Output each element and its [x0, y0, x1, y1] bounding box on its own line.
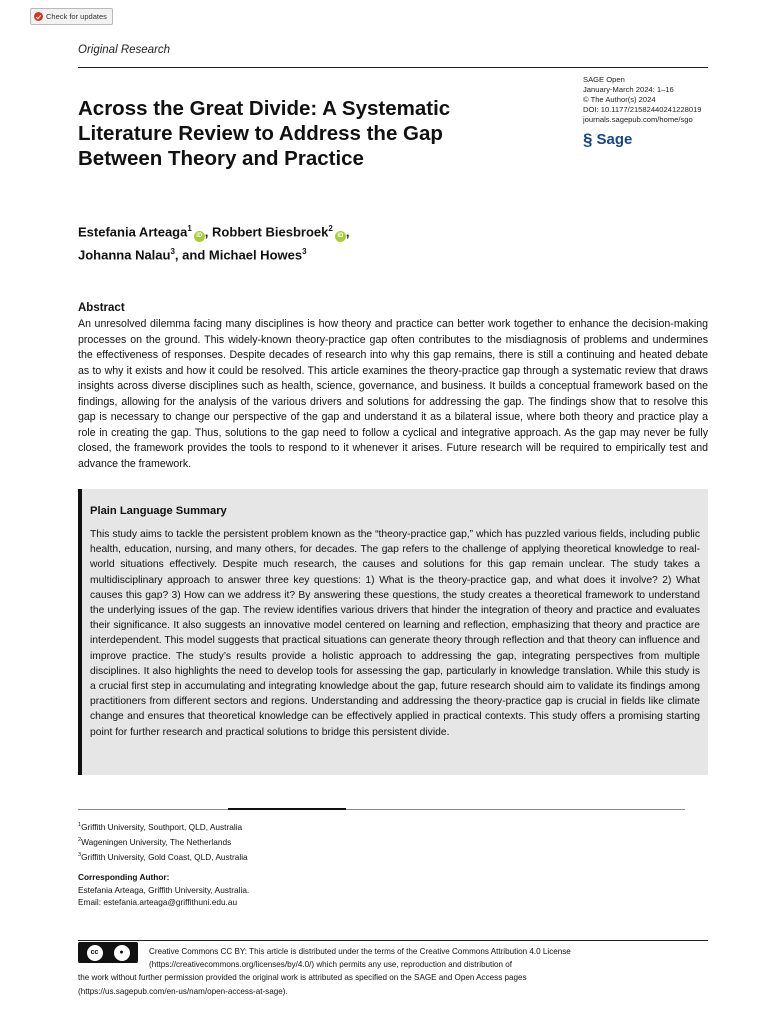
cc-icon: cc: [87, 945, 103, 961]
corresponding-author-name: Estefania Arteaga, Griffith University, Australia.: [78, 884, 250, 895]
affiliation-text: Griffith University, Southport, QLD, Australia: [81, 821, 243, 832]
author-name[interactable]: Johanna Nalau: [78, 247, 171, 263]
person-icon: ●: [114, 945, 130, 961]
author-affiliation-sup: 3: [170, 247, 175, 257]
author-affiliation-sup: 2: [328, 224, 333, 233]
affiliation-sup: 1: [78, 822, 82, 828]
author-separator: ,: [204, 224, 209, 240]
journal-issue: January-March 2024: 1–16: [583, 85, 674, 94]
footnote-divider: [78, 809, 685, 810]
author-name[interactable]: Estefania Arteaga: [78, 224, 188, 240]
journal-doi[interactable]: DOI: 10.1177/21582440241228019: [583, 105, 702, 114]
author-affiliation-sup: 1: [187, 224, 192, 233]
journal-info: [583, 75, 702, 125]
license-link-line[interactable]: (https://creativecommons.org/licenses/by/4.0/) which permits any use, reproduction and distribution of: [149, 960, 513, 970]
license-line: Creative Commons CC BY: This article is distributed under the terms of the Creative Commons Attribution 4.0 License: [149, 947, 571, 956]
corresponding-author-email[interactable]: Email: estefania.arteaga@griffithuni.edu.au: [78, 897, 238, 907]
license-link-line[interactable]: (https://us.sagepub.com/en-us/nam/open-access-at-sage).: [78, 986, 288, 996]
check-for-updates-label: Check for updates: [46, 12, 107, 21]
author-name[interactable]: Robbert Biesbroek: [212, 224, 329, 240]
sage-logo: [583, 131, 632, 148]
sage-s-icon: §: [583, 130, 593, 149]
author-name[interactable]: Michael Howes: [208, 247, 303, 263]
affiliation-item: [78, 834, 248, 849]
article-title: Across the Great Divide: A Systematic Literature Review to Address the Gap Between Theory and Practice: [78, 97, 451, 170]
affiliation-sup: 2: [78, 836, 82, 843]
affiliation-item: [78, 819, 248, 834]
license-divider: [78, 940, 708, 941]
orcid-icon[interactable]: iD: [194, 231, 205, 242]
header-divider: [78, 67, 708, 68]
affiliation-sup: 3: [78, 851, 82, 858]
author-list: [78, 219, 498, 266]
abstract-heading: Abstract: [78, 302, 125, 314]
license-line: the work without further permission provided the original work is attributed as specified on the SAGE and Open Access pages: [78, 973, 527, 983]
plain-language-summary-text: This study aims to tackle the persistent problem known as the “theory-practice gap,” which has puzzled various fields, including public health, education, nursing, and many others, for decades. The gap refers to the challenge of applying theoretical knowledge to real-world situations effectively. Despite much research, the causes and solutions for this gap remain unclear. The study takes a multidisciplinary approach to answer three key questions: 1) What is the theory-practice gap, and what does it involve? 2) What causes this gap? 3) How can we address it? By answering these questions, the study creates a theoretical framework to understand the underlying issues of the gap. The review identifies various drivers that hinder the integration of theory and practice and evaluates their significance. It also suggests an innovative model centered on learning and reflection, emphasizing that theory and practice are interdependent. This model suggests that practical situations can generate theory through reflection and that theory can influence and improve practice. The study’s results provide a holistic approach to addressing the gap, integrating perspectives from multiple disciplines. It also highlights the need to develop tools for assessing the gap, particularly in knowledge translation. While this study is a crucial first step in accumulating and integrating knowledge about the gap, future research should aim to validate its findings among practitioners from different sectors and regions. Understanding and addressing the theory-practice gap is crucial in fields like climate change and ensures that theoretical knowledge can be effectively applied in practical contexts. This study offers a promising starting point for further research and practical solutions to bridge this persistent divide.: [90, 529, 700, 738]
check-for-updates-button[interactable]: [30, 8, 113, 25]
license-text: [78, 945, 708, 998]
affiliation-text: Griffith University, Gold Coast, QLD, Australia: [81, 851, 248, 862]
journal-copyright: © The Author(s) 2024: [583, 95, 656, 104]
affiliation-text: Wageningen University, The Netherlands: [81, 836, 232, 847]
author-separator: , and: [174, 247, 206, 263]
plain-language-summary-heading: Plain Language Summary: [90, 505, 227, 517]
author-separator: ,: [345, 224, 350, 240]
orcid-icon[interactable]: iD: [335, 231, 346, 242]
journal-url[interactable]: journals.sagepub.com/home/sgo: [583, 115, 693, 124]
journal-name: SAGE Open: [583, 75, 625, 84]
footnote-divider-accent: [228, 808, 346, 810]
corresponding-author-heading: Corresponding Author:: [78, 872, 170, 882]
affiliation-item: [78, 849, 248, 864]
by-label: BY: [121, 956, 128, 962]
sage-logo-text: Sage: [596, 131, 633, 148]
check-updates-icon: [34, 12, 43, 21]
author-affiliation-sup: 3: [302, 247, 307, 257]
affiliations: [78, 819, 248, 863]
corresponding-author: [78, 871, 249, 909]
abstract-text: An unresolved dilemma facing many disciplines is how theory and practice can better work together to enhance the decision-making processes on the ground. This widely-known theory-practice gap often contributes to the misdiagnosis of problems and undermines the effectiveness of responses. Despite decades of research into why this gap remains, there is still a continuing and heated debate as to why it exists and how it could be resolved. This article examines the theory-practice gap through a systematic review that draws insights across diverse disciplines such as health, science, governance, and business. It builds a conceptual framework based on the findings, allowing for the analysis of the various drivers and solutions for addressing the gap. The findings show that to resolve this gap is necessary to change our perspective of the gap and understand it as a bilateral issue, where both theory and practice play a role in creating the gap. Thus, solutions to the gap need to follow a cyclical and integrative approach. As the gap may never be fully closed, the framework provides the tools to respond to it whenever it arises. Future research will be required to empirically test and advance the framework.: [78, 318, 708, 470]
section-label: Original Research: [78, 44, 171, 56]
